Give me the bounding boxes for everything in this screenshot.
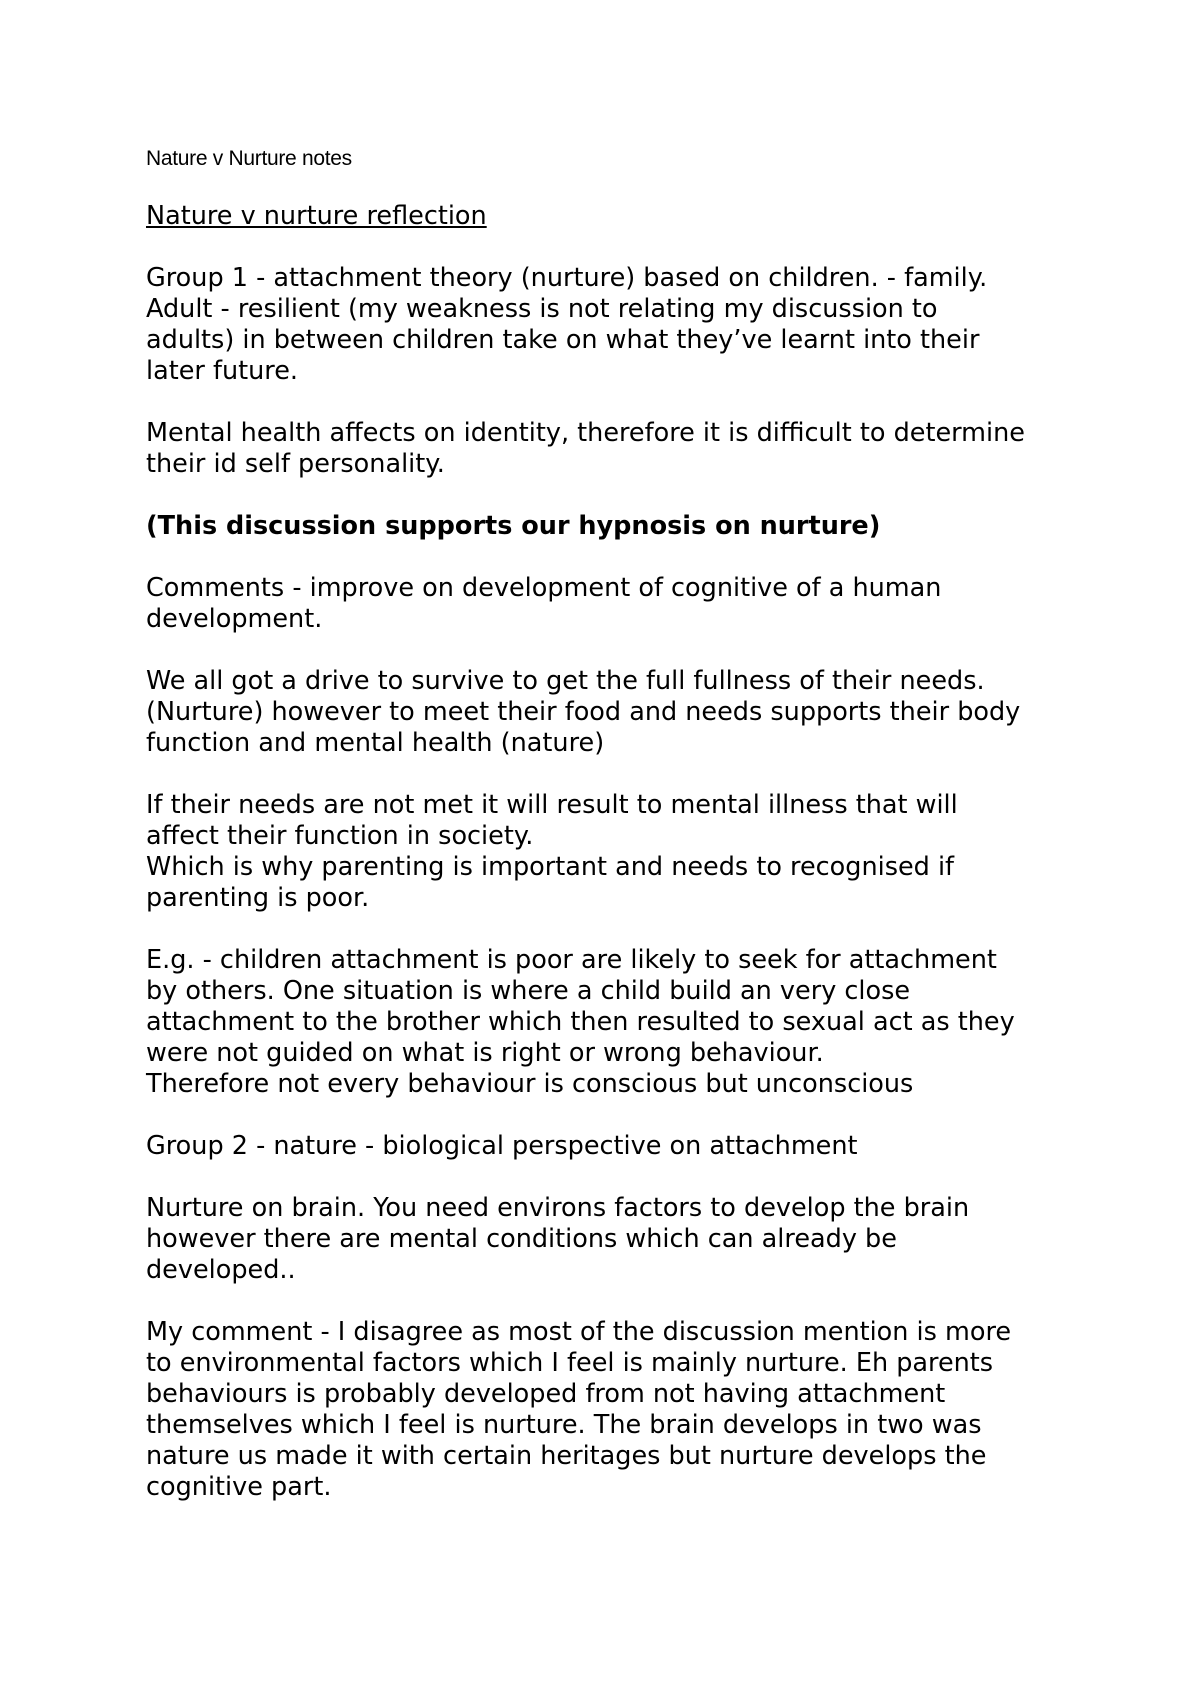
paragraph-my-comment [146, 1317, 1086, 1503]
section-title: Nature v nurture reflection [146, 201, 487, 231]
text-line: parenting is poor. [146, 883, 370, 913]
text-line: adults) in between children take on what they’ve learnt into their [146, 325, 980, 355]
paragraph-example [146, 945, 1086, 1069]
text-line: cognitive part. [146, 1472, 332, 1502]
text-line: Nurture on brain. You need environs factors to develop the brain [146, 1193, 970, 1223]
text-line: Group 2 - nature - biological perspective on attachment [146, 1131, 858, 1161]
text-line: Therefore not every behaviour is conscious but unconscious [146, 1069, 914, 1099]
paragraph-drive [146, 666, 1086, 759]
text-line: If their needs are not met it will result to mental illness that will [146, 790, 958, 820]
text-line: later future. [146, 356, 299, 386]
text-line: attachment to the brother which then resulted to sexual act as they [146, 1007, 1015, 1037]
text-line: Group 1 - attachment theory (nurture) based on children. - family. [146, 263, 988, 293]
document-heading: Nature v Nurture notes [146, 147, 352, 170]
text-line: their id self personality. [146, 449, 445, 479]
text-line: affect their function in society. [146, 821, 534, 851]
paragraph-brain [146, 1193, 1086, 1286]
paragraph-conclusion [146, 1069, 1086, 1100]
text-line: developed.. [146, 1255, 296, 1285]
text-line: Comments - improve on development of cognitive of a human [146, 573, 942, 603]
paragraph-parenting [146, 852, 1086, 914]
text-line: (Nurture) however to meet their food and needs supports their body [146, 697, 1021, 727]
paragraph-needs [146, 790, 1086, 852]
text-line: We all got a drive to survive to get the full fullness of their needs. [146, 666, 985, 696]
text-line: function and mental health (nature) [146, 728, 605, 758]
text-line: E.g. - children attachment is poor are likely to seek for attachment [146, 945, 997, 975]
paragraph-group2 [146, 1131, 1086, 1162]
text-line: My comment - I disagree as most of the discussion mention is more [146, 1317, 1012, 1347]
paragraph-comments [146, 573, 1086, 635]
text-line: development. [146, 604, 323, 634]
text-line: Which is why parenting is important and needs to recognised if [146, 852, 955, 882]
text-line: by others. One situation is where a child build an very close [146, 976, 911, 1006]
paragraph-mental-health [146, 418, 1086, 480]
text-line: Adult - resilient (my weakness is not relating my discussion to [146, 294, 938, 324]
text-line: however there are mental conditions which can already be [146, 1224, 897, 1254]
document-body [146, 146, 1086, 1534]
text-line: themselves which I feel is nurture. The brain develops in two was [146, 1410, 982, 1440]
text-line: (This discussion supports our hypnosis on nurture) [146, 511, 881, 541]
paragraph-group1 [146, 263, 1086, 387]
text-line: nature us made it with certain heritages but nurture develops the [146, 1441, 987, 1471]
text-line: Mental health affects on identity, therefore it is difficult to determine [146, 418, 1025, 448]
text-line: behaviours is probably developed from not having attachment [146, 1379, 946, 1409]
text-line: were not guided on what is right or wrong behaviour. [146, 1038, 824, 1068]
paragraph-bold-statement [146, 511, 1086, 542]
text-line: to environmental factors which I feel is mainly nurture. Eh parents [146, 1348, 994, 1378]
